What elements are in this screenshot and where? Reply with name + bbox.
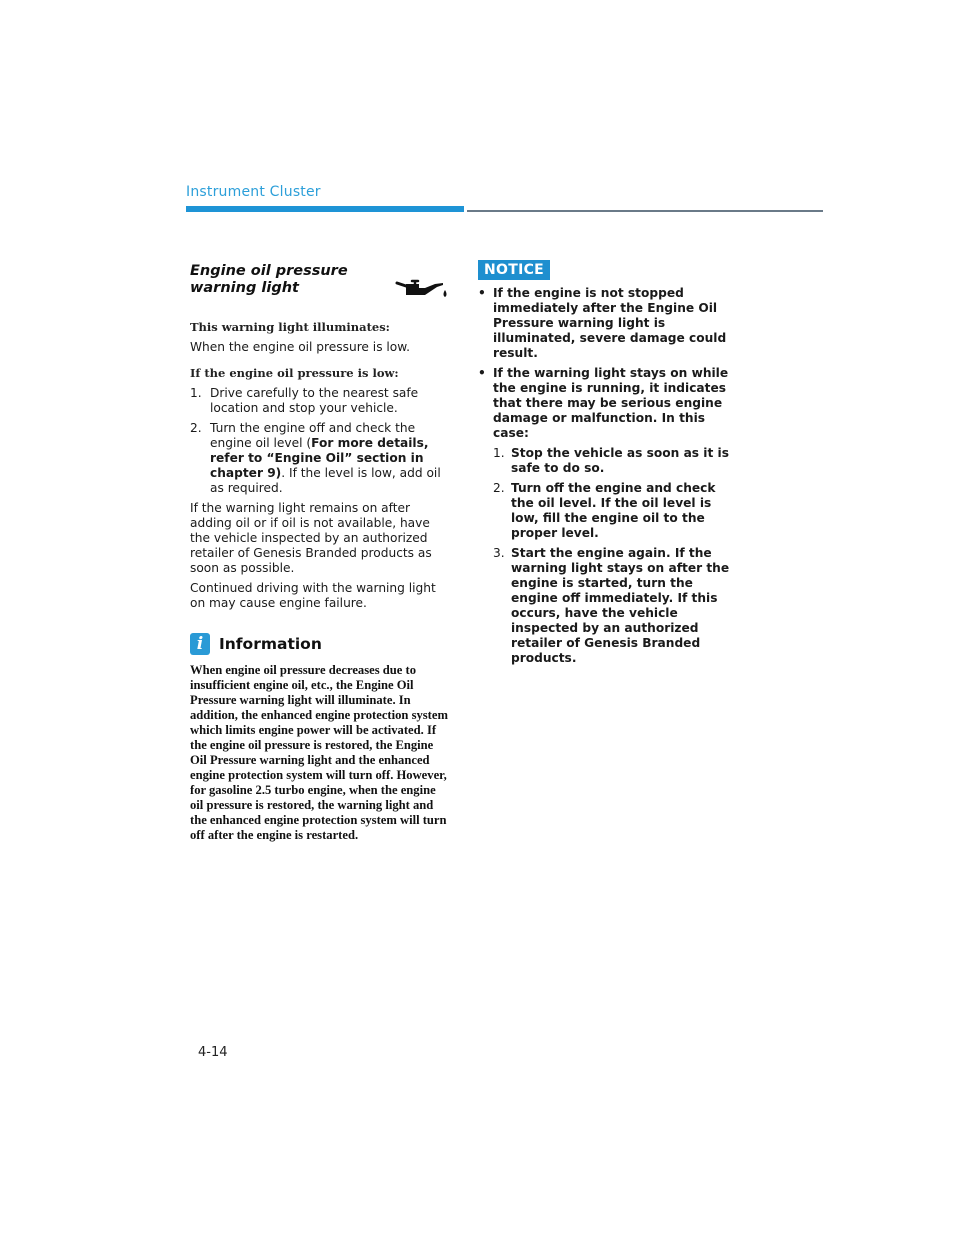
list-item — [190, 386, 452, 416]
oil-can-icon — [395, 277, 451, 303]
notice-badge: NOTICE — [478, 260, 550, 280]
notice-step — [493, 546, 740, 666]
right-column — [478, 259, 740, 671]
chapter-reference: For more details, refer to “Engine Oil” section in chapter 9) — [210, 436, 429, 480]
notice-bullet — [478, 366, 740, 441]
list-number: 2. — [190, 421, 202, 435]
step-text: Turn off the engine and check the oil level. If the oil level is low, fill the engine oil to the proper level. — [511, 481, 716, 540]
page-number: 4-14 — [198, 1045, 228, 1060]
left-column — [190, 263, 452, 843]
list-number: 1. — [190, 386, 202, 400]
header-rule-blue — [186, 206, 464, 212]
information-text: When engine oil pressure decreases due to insufficient engine oil, etc., the Engine Oil Pressure warning light will illuminate. In addition, the enhanced engine protection system which limits engine power will be activated. If the engine oil pressure is restored, the Engine Oil Pressure warning light and the enhanced engine protection system will turn off. However, for gasoline 2.5 turbo engine, when the engine oil pressure is restored, the warning light and the enhanced engine protection system will turn off after the engine is restarted. — [190, 663, 448, 842]
section-heading — [190, 263, 452, 309]
information-icon: i — [190, 633, 210, 655]
low-pressure-heading: If the engine oil pressure is low: — [190, 366, 399, 380]
list-text: Drive carefully to the nearest safe location and stop your vehicle. — [210, 386, 419, 415]
information-title: Information — [219, 635, 322, 653]
step-number: 1. — [493, 446, 505, 460]
header-section-title: Instrument Cluster — [186, 184, 321, 200]
list-text-pre: Turn the engine off and check the engine oil level ( — [210, 421, 416, 450]
notice-step — [493, 446, 740, 476]
bullet-text: If the warning light stays on while the engine is running, it indicates that there may be serious engine damage or malfunction. In this case: — [493, 366, 729, 440]
illuminates-heading: This warning light illuminates: — [190, 320, 390, 334]
section-title: Engine oil pressure warning light — [190, 263, 348, 296]
illuminates-text: When the engine oil pressure is low. — [190, 340, 410, 354]
bullet-text: If the engine is not stopped immediately after the Engine Oil Pressure warning light is illuminated, severe damage could result. — [493, 286, 727, 360]
step-number: 2. — [493, 481, 505, 495]
step-text: Stop the vehicle as soon as it is safe to do so. — [511, 446, 729, 475]
bullet-dot: • — [478, 366, 486, 380]
header-rule-grey — [467, 210, 823, 212]
list-item — [190, 421, 452, 496]
information-heading — [190, 633, 452, 655]
notice-bullet — [478, 286, 740, 361]
paragraph: If the warning light remains on after adding oil or if oil is not available, have the vehicle inspected by an authorized retailer of Genesis Branded products as soon as possible. — [190, 501, 432, 575]
notice-step — [493, 481, 740, 541]
step-number: 3. — [493, 546, 505, 560]
bullet-dot: • — [478, 286, 486, 300]
paragraph: Continued driving with the warning light on may cause engine failure. — [190, 581, 436, 610]
list-text — [210, 421, 452, 496]
step-text: Start the engine again. If the warning light stays on after the engine is started, turn the engine off immediately. If this occurs, have the vehicle inspected by an authorized retailer of Genesis Branded products. — [511, 546, 730, 665]
list-text-post: . If the level is low, add oil as required. — [210, 466, 441, 495]
